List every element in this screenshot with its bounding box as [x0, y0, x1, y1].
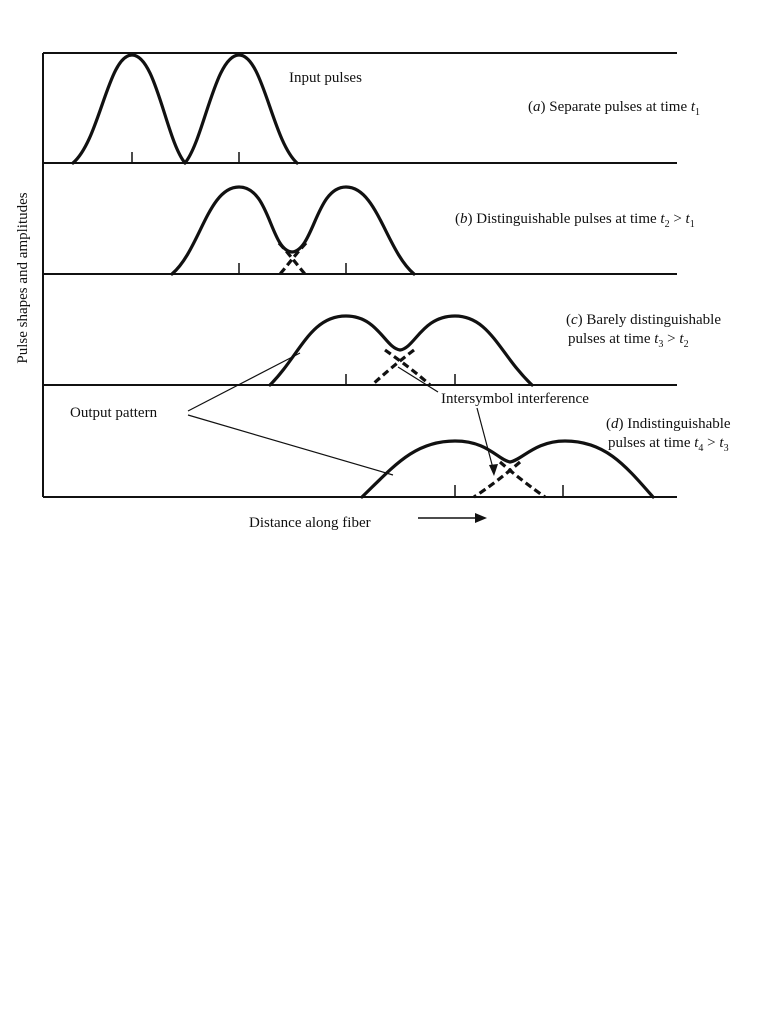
x-axis-arrow-head: [475, 513, 487, 523]
caption-d-line1: (d) Indistinguishable: [606, 416, 731, 432]
isi-leader-c: [398, 367, 438, 392]
panel-b: [172, 187, 414, 274]
pulse-d-overlap-right: [474, 462, 520, 497]
output-leader-c: [188, 353, 300, 411]
caption-b: (b) Distinguishable pulses at time $t_2 > t_1$: [455, 211, 695, 230]
output-pattern-label: Output pattern: [70, 405, 158, 421]
pulse-a2: [185, 55, 297, 163]
pulse-d-overlap-left: [500, 462, 545, 497]
isi-leader-d: [477, 408, 494, 472]
x-axis-label: Distance along fiber: [249, 515, 371, 531]
output-leader-d: [188, 415, 393, 475]
caption-a: (a) Separate pulses at time $t_1$: [528, 99, 701, 118]
pulse-a1: [73, 55, 185, 163]
intersymbol-label: Intersymbol interference: [441, 391, 589, 407]
caption-d-line2: pulses at time $t_4 > t_3$: [608, 435, 729, 454]
input-pulses-label: Input pulses: [289, 70, 362, 86]
isi-arrow-head: [489, 464, 498, 476]
y-axis-label: Pulse shapes and amplitudes: [15, 192, 31, 364]
pulse-c-envelope: [270, 316, 532, 385]
caption-c-line1: (c) Barely distinguishable: [566, 312, 721, 328]
caption-c-line2: pulses at time $t_3 > t_2$: [568, 331, 689, 350]
panel-a: [73, 55, 297, 163]
panel-c: [270, 316, 532, 385]
